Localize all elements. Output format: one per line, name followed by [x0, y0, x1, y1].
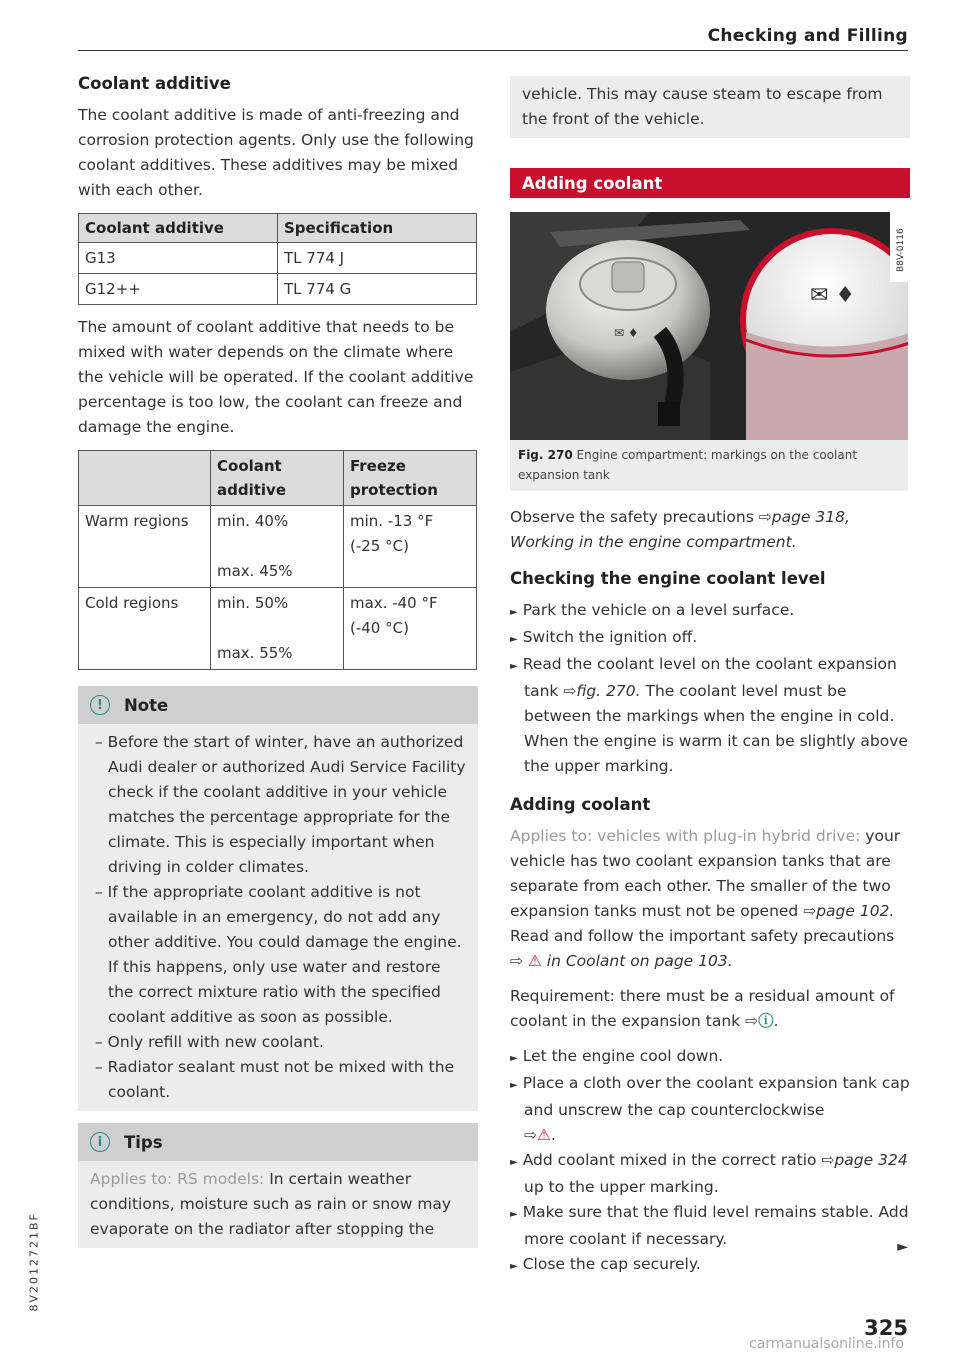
freeze-cell	[344, 588, 477, 670]
page-318-link[interactable]: page 318,	[771, 508, 850, 526]
watermark: carmanualsonline.info	[749, 1336, 904, 1352]
spec-cell: TL 774 J	[278, 243, 477, 274]
page-324-link[interactable]: page 324	[834, 1151, 908, 1169]
coolant-page-103-link[interactable]: in Coolant on page 103.	[546, 952, 733, 970]
continue-arrow-icon[interactable]: ►	[897, 1239, 908, 1255]
arrow-right-icon: ⇨	[821, 1151, 835, 1169]
observe-lead: Observe the safety precautions	[510, 508, 754, 526]
note-body	[78, 724, 478, 1111]
amount-paragraph: The amount of coolant additive that needs to be mixed with water depends on the climate where the vehicle will be operated. If the coolant additive percentage is too low, the coolant can freeze and damage the engine.	[78, 318, 474, 436]
step-text: Read the coolant level on the coolant expansion tank	[522, 655, 897, 700]
arrow-right-icon: ⇨	[758, 508, 772, 526]
additive-min: min. 40%	[217, 512, 289, 530]
freeze-protection-table	[78, 450, 477, 670]
list-item: ► Place a cloth over the coolant expansion tank cap and unscrew the cap counterclockwise ⇨⚠.	[510, 1074, 910, 1144]
additive-cell	[211, 506, 344, 588]
requirement-text: Requirement: there must be a residual amount of coolant in the expansion tank	[510, 987, 895, 1030]
checking-heading: Checking the engine coolant level	[510, 569, 826, 588]
arrow-right-icon: ⇨	[745, 1012, 759, 1030]
info-icon: i	[90, 1132, 110, 1152]
step-text: Park the vehicle on a level surface.	[522, 601, 795, 619]
coolant-additive-heading: Coolant additive	[78, 74, 231, 93]
note-box	[78, 686, 478, 1111]
applies-paragraph	[510, 824, 910, 974]
side-code-text: 8V2012721BF	[27, 1212, 41, 1312]
table-row	[79, 588, 477, 670]
adding-steps	[510, 1044, 910, 1279]
region-cell: Cold regions	[79, 588, 211, 670]
triangle-bullet-icon: ►	[510, 1053, 518, 1064]
list-item	[510, 652, 910, 779]
figure-code: B8V-0116	[896, 228, 906, 272]
tips-text: In certain weather conditions, moisture such as rain or snow may evaporate on the radiator after stopping the	[90, 1170, 452, 1238]
warning-triangle-icon: ⚠	[527, 952, 542, 970]
list-item	[510, 1252, 910, 1279]
freeze-c: (-40 °C)	[350, 619, 409, 637]
check-steps	[510, 598, 910, 779]
spec-header-additive: Coolant additive	[79, 214, 278, 243]
additive-min: min. 50%	[217, 594, 289, 612]
svg-text:✉ ♦: ✉ ♦	[614, 326, 639, 340]
warning-triangle-icon[interactable]: ⚠	[537, 1126, 551, 1144]
exclamation-icon: !	[90, 695, 110, 715]
table-row	[79, 243, 477, 274]
spec-header-specification: Specification	[278, 214, 477, 243]
step-text: Close the cap securely.	[522, 1255, 701, 1273]
tips-header	[78, 1123, 478, 1161]
applies-text: your vehicle has two coolant expansion tanks that are separate from each other. The smaller of the two expansion tanks must not be opened	[510, 827, 901, 920]
additive-max: max. 55%	[217, 644, 293, 662]
triangle-bullet-icon: ►	[510, 661, 518, 672]
observe-paragraph	[510, 505, 910, 555]
arrow-right-icon: ⇨	[524, 1126, 537, 1144]
engine-compartment-link[interactable]: Working in the engine compartment.	[510, 533, 797, 551]
specification-table	[78, 213, 477, 305]
triangle-bullet-icon: ►	[510, 1261, 518, 1272]
freeze-header-protection: Freeze protection	[344, 451, 477, 506]
list-item: – If the appropriate coolant additive is not available in an emergency, do not add any other additive. You could damage the engine. If this happens, only use water and restore the correct mixture ratio with the specified coolant additive as soon as possible.	[95, 883, 462, 1026]
freeze-c: (-25 °C)	[350, 537, 409, 555]
notice-circle-icon[interactable]: ⓘ	[758, 1012, 774, 1030]
tips-title: Tips	[124, 1132, 163, 1152]
list-item	[510, 598, 910, 625]
coolant-tank-illustration	[510, 212, 908, 440]
step-text: Switch the ignition off.	[522, 628, 698, 646]
freeze-header-additive: Coolant additive	[211, 451, 344, 506]
step-text: Make sure that the fluid level remains stable. Add more coolant if necessary.	[522, 1203, 909, 1248]
list-item	[510, 1200, 910, 1252]
triangle-bullet-icon: ►	[510, 1080, 518, 1091]
note-title: Note	[124, 695, 169, 715]
freeze-header-blank	[79, 451, 211, 506]
freeze-cell	[344, 506, 477, 588]
adding-heading: Adding coolant	[510, 795, 651, 814]
list-item	[510, 1148, 910, 1200]
list-item	[510, 625, 910, 652]
step-text: Let the engine cool down.	[522, 1047, 724, 1065]
page-102-link[interactable]: page 102.	[816, 902, 895, 920]
note-header	[78, 686, 478, 724]
list-item: – Before the start of winter, have an authorized Audi dealer or authorized Audi Service Facility check if the coolant additive in your vehicle matches the percentage appropriate for the climate. This is especially important when driving in colder climates.	[95, 733, 466, 876]
applies-label: Applies to: vehicles with plug-in hybrid drive:	[510, 827, 861, 845]
intro-paragraph: The coolant additive is made of anti-freezing and corrosion protection agents. Only use the following coolant additives. These additives may be mixed with each other.	[78, 106, 474, 199]
list-item: – Only refill with new coolant.	[95, 1033, 324, 1051]
side-document-code	[14, 1170, 41, 1320]
section-header-title: Checking and Filling	[707, 26, 908, 46]
region-cell: Warm regions	[79, 506, 211, 588]
step-text: The coolant level must be between the markings when the engine in cold. When the engine is warm it can be slightly above the upper marking.	[524, 682, 908, 775]
figure-caption	[510, 440, 908, 491]
engine-compartment-figure	[510, 212, 908, 440]
arrow-right-icon: ⇨	[510, 952, 523, 970]
spec-cell: G12++	[79, 274, 278, 305]
spec-cell: G13	[79, 243, 278, 274]
figure-caption-text: Engine compartment: markings on the coolant expansion tank	[518, 448, 858, 482]
requirement-paragraph: Requirement: there must be a residual amount of coolant in the expansion tank ⇨ⓘ.	[510, 987, 895, 1030]
tips-body	[78, 1161, 478, 1248]
svg-text:✉ ♦: ✉ ♦	[810, 283, 856, 308]
tips-box	[78, 1123, 478, 1248]
left-column	[78, 74, 478, 1248]
header-rule	[78, 50, 908, 51]
tips-continued: vehicle. This may cause steam to escape from the front of the vehicle.	[510, 76, 910, 138]
triangle-bullet-icon: ►	[510, 634, 518, 645]
step-text: Add coolant mixed in the correct ratio	[522, 1151, 817, 1169]
freeze-f: max. -40 °F	[350, 594, 438, 612]
adding-coolant-section-bar: Adding coolant	[510, 168, 910, 198]
list-item: – Radiator sealant must not be mixed with the coolant.	[95, 1058, 455, 1101]
triangle-bullet-icon: ►	[510, 1209, 518, 1220]
table-row	[79, 506, 477, 588]
arrow-right-icon: ⇨	[563, 682, 577, 700]
freeze-f: min. -13 °F	[350, 512, 434, 530]
triangle-bullet-icon: ►	[510, 607, 518, 618]
spec-cell: TL 774 G	[278, 274, 477, 305]
figure-label: Fig. 270	[518, 448, 573, 462]
step-text: Place a cloth over the coolant expansion tank cap and unscrew the cap counterclockwise	[522, 1074, 910, 1119]
table-row	[79, 274, 477, 305]
tips-applies: Applies to: RS models:	[90, 1170, 265, 1188]
list-item	[510, 1044, 910, 1071]
step-text: up to the upper marking.	[524, 1178, 719, 1196]
additive-cell	[211, 588, 344, 670]
arrow-right-icon: ⇨	[803, 902, 817, 920]
fig-270-link[interactable]: fig. 270.	[576, 682, 641, 700]
triangle-bullet-icon: ►	[510, 1157, 518, 1168]
additive-max: max. 45%	[217, 562, 293, 580]
applies-text: Read and follow the important safety precautions	[510, 927, 895, 945]
right-column	[510, 74, 910, 1289]
page-number: 325	[864, 1316, 908, 1340]
